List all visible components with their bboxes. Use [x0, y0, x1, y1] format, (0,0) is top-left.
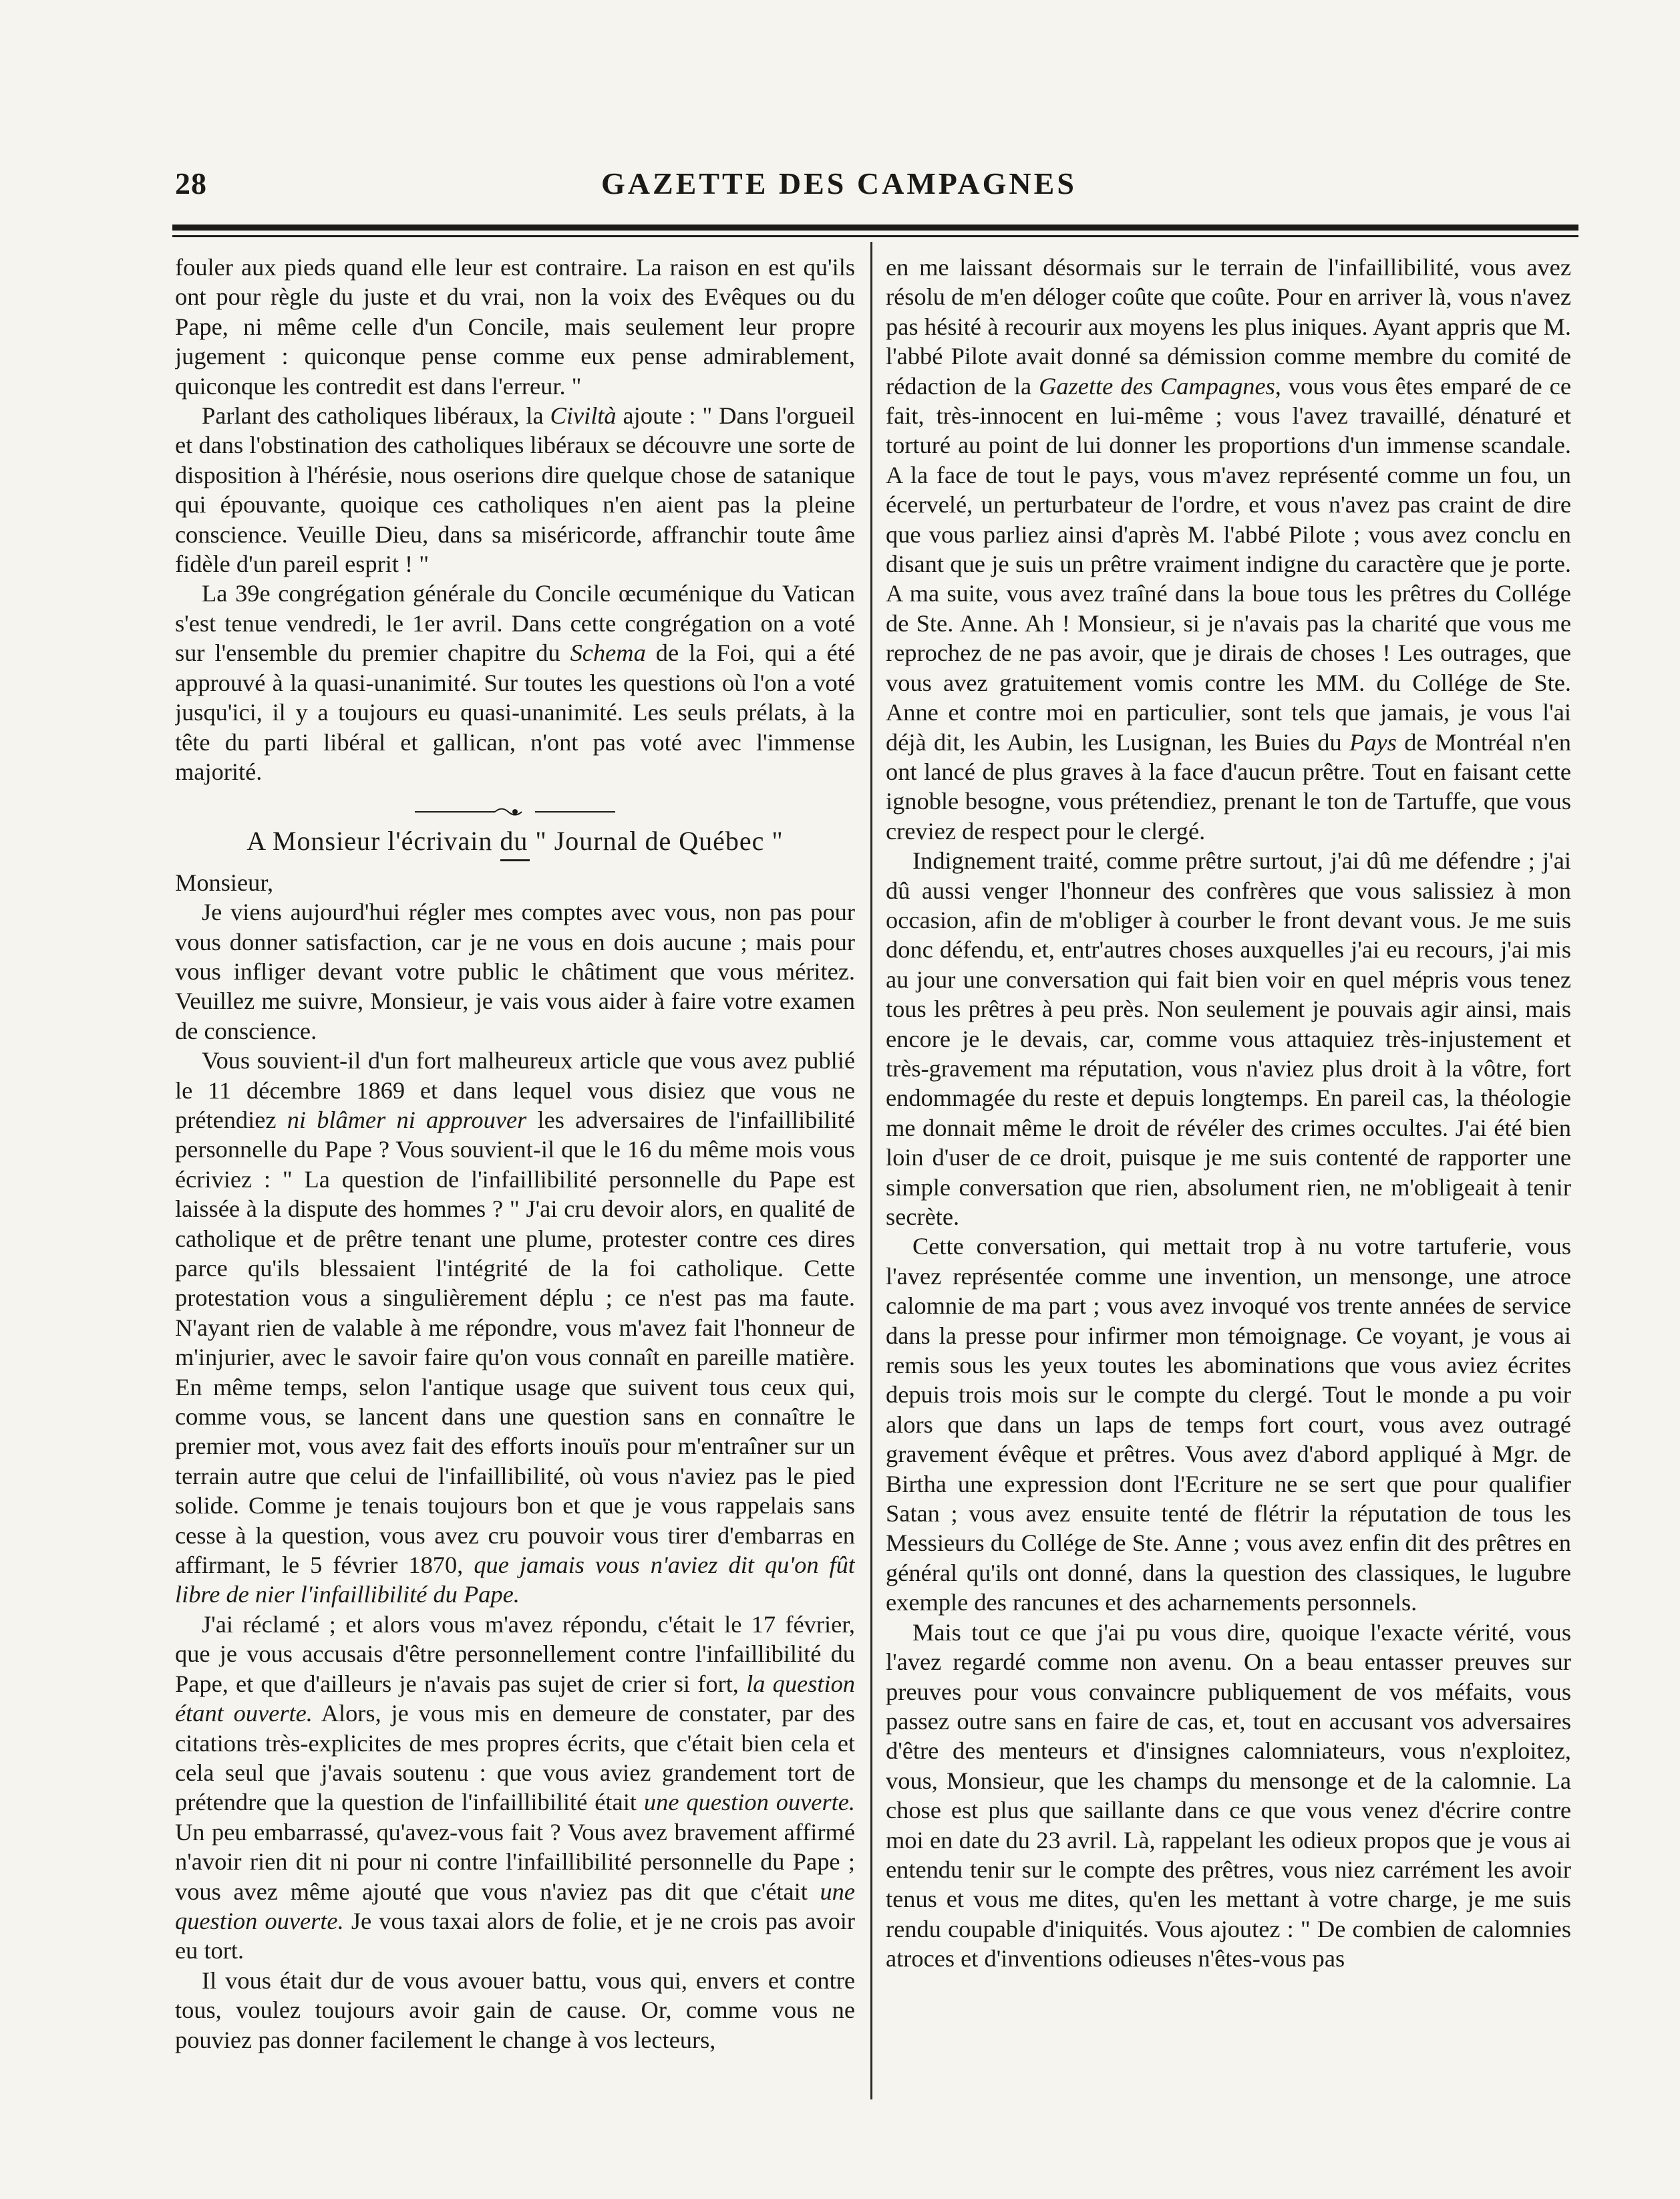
- header-rule-thin: [172, 235, 1578, 237]
- paragraph: Vous souvient-il d'un fort malheureux article que vous avez publié le 11 décembre 1869 et dans lequel vous disiez que vous ne prétendiez ni blâmer ni approuver les adversaires de l'infaillibilité personnelle du Pape ? Vous souvient-il que le 16 du même mois vous écriviez : " La question de l'infaillibilité personnelle du Pape est laissée à la dispute des hommes ? " J'ai cru devoir alors, en qualité de catholique et de prêtre tenant une plume, protester contre ces dires parce qu'ils blessaient l'intégrité de la foi catholique. Cette protestation vous a singulièrement déplu ; ce n'est pas ma faute. N'ayant rien de valable à me répondre, vous m'avez fait l'honneur de m'injurier, avec le savoir faire qu'on vous connaît en pareille matière. En même temps, selon l'antique usage que suivent tous ceux qui, comme vous, se lancent dans une question sans en connaître le premier mot, vous avez fait des efforts inouïs pour m'entraîner sur un terrain autre que celui de l'infaillibilité, où vous n'aviez pas le pied solide. Comme je tenais toujours bon et que je vous rappelais sans cesse à la question, vous avez cru pouvoir vous tirer d'embarras en affirmant, le 5 février 1870, que jamais vous n'aviez dit qu'on fût libre de nier l'infaillibilité du Pape.: [175, 1047, 855, 1608]
- column-divider: [870, 242, 872, 2099]
- paragraph: Il vous était dur de vous avouer battu, vous qui, envers et contre tous, voulez toujours avoir gain de cause. Or, comme vous ne pouviez pas donner facilement le change à vos lecteurs,: [175, 1966, 855, 2053]
- paragraph: Mais tout ce que j'ai pu vous dire, quoique l'exacte vérité, vous l'avez regardé comme non avenu. On a beau entasser preuves sur preuves pour vous convaincre publiquement de vos méfaits, vous passez outre sans en faire de cas, et, tout en accusant vos adversaires d'être des menteurs et d'insignes calomniateurs, vous n'exploitez, vous, Monsieur, que les champs du mensonge et de la calomnie. La chose est plus que saillante dans ce que vous venez d'écrire contre moi en date du 23 avril. Là, rappelant les odieux propos que je vous ai entendu tenir sur le compte des prêtres, vous niez carrément les avoir tenus et vous me dites, qu'en les mettant à votre charge, je me suis rendu coupable d'iniquités. Vous ajoutez : " De combien de calomnies atroces et d'inventions odieuses n'êtes-vous pas: [886, 1618, 1571, 1972]
- article-title: A Monsieur l'écrivain du " Journal de Québec ": [246, 826, 784, 857]
- salutation: Monsieur,: [175, 869, 274, 896]
- paragraph: Je viens aujourd'hui régler mes comptes avec vous, non pas pour vous donner satisfaction, car je ne vous en dois aucune ; mais pour vous infliger devant votre public le châtiment que vous méritez. Veuillez me suivre, Monsieur, je vais vous aider à faire votre examen de conscience.: [175, 899, 855, 1044]
- ornament-divider: [175, 804, 855, 820]
- title-rule: [500, 859, 530, 861]
- paragraph: La 39e congrégation générale du Concile œcuménique du Vatican s'est tenue vendredi, le 1er avril. Dans cette congrégation on a voté sur l'ensemble du premier chapitre du Schema de la Foi, qui a été approuvé à la quasi-unanimité. Sur toutes les questions où l'on a voté jusqu'ici, il y a toujours eu quasi-unanimité. Les seuls prélats, à la tête du parti libéral et gallican, n'ont pas voté avec l'immense majorité.: [175, 580, 855, 785]
- paragraph: en me laissant désormais sur le terrain de l'infaillibilité, vous avez résolu de m'en déloger coûte que coûte. Pour en arriver là, vous n'avez pas hésité à recourir aux moyens les plus iniques. Ayant appris que M. l'abbé Pilote avait donné sa démission comme membre du comité de rédaction de la Gazette des Campagnes, vous vous êtes emparé de ce fait, très-innocent en lui-même ; vous l'avez travaillé, dénaturé et torturé au point de lui donner les proportions d'un immense scandale. A la face de tout le pays, vous m'avez représenté comme un fou, un écervelé, un perturbateur de l'ordre, et vous n'avez pas craint de dire que vous parliez ainsi d'après M. l'abbé Pilote ; vous avez conclu en disant que je suis un prêtre vraiment indigne du caractère que je porte. A ma suite, vous avez traîné dans la boue tous les prêtres du Collége de Ste. Anne. Ah ! Monsieur, si je n'avais pas la charité que vous me reprochez de ne pas avoir, que je dirais de choses ! Les outrages, que vous avez gratuitement vomis contre les MM. du Collége de Ste. Anne et contre moi en particulier, sont tels que jamais, je vous l'ai déjà dit, les Aubin, les Lusignan, les Buies du Pays de Montréal n'en ont lancé de plus graves à la face d'aucun prêtre. Tout en faisant cette ignoble besogne, vous prétendiez, prenant le ton de Tartuffe, que vous creviez de respect pour le clergé.: [886, 254, 1571, 845]
- header-rule-thick: [172, 225, 1578, 231]
- left-column: [175, 253, 855, 2103]
- paragraph: Indignement traité, comme prêtre surtout, j'ai dû me défendre ; j'ai dû aussi venger l'honneur des confrères que vous salissiez à mon occasion, afin de m'obliger à courber le front devant vous. Je me suis donc défendu, et, entr'autres choses auxquelles j'ai eu recours, j'ai mis au jour une conversation qui fait bien voir en quel mépris vous tenez tous les prêtres à peu près. Non seulement je pouvais agir ainsi, mais encore je le devais, car, comme vous attaquiez très-injustement et très-gravement ma réputation, vous n'aviez plus droit à la vôtre, fort endommagée du reste et depuis longtemps. En pareil cas, la théologie me donnait même le droit de révéler des crimes occultes. J'ai été bien loin d'user de ce droit, puisque je me suis contenté de rapporter une simple conversation que rien, absolument rien, ne m'obligeait à tenir secrète.: [886, 847, 1571, 1230]
- right-column: [886, 253, 1571, 2103]
- paragraph: J'ai réclamé ; et alors vous m'avez répondu, c'était le 17 février, que je vous accusais d'être personnellement contre l'infaillibilité du Pape, et que d'ailleurs je n'avais pas sujet de crier si fort, la question étant ouverte. Alors, je vous mis en demeure de constater, par des citations très-explicites de mes propres écrits, que c'était bien cela et cela seul que j'avais soutenu : que vous aviez grandement tort de prétendre que la question de l'infaillibilité était une question ouverte. Un peu embarrassé, qu'avez-vous fait ? Vous avez bravement affirmé n'avoir rien dit ni pour ni contre l'infaillibilité personnelle du Pape ; vous avez même ajouté que vous n'aviez pas dit que c'était une question ouverte. Je vous taxai alors de folie, et je ne crois pas avoir eu tort.: [175, 1610, 855, 1964]
- paragraph: fouler aux pieds quand elle leur est contraire. La raison en est qu'ils ont pour règle du juste et du vrai, non la voix des Evêques ou du Pape, ni même celle d'un Concile, mais seulement leur propre jugement : quiconque pense comme eux pense admirablement, quiconque les contredit est dans l'erreur. ": [175, 254, 855, 400]
- page-number: 28: [175, 166, 207, 200]
- masthead-title: GAZETTE DES CAMPAGNES: [601, 166, 1077, 200]
- paragraph: Parlant des catholiques libéraux, la Civiltà ajoute : " Dans l'orgueil et dans l'obstination des catholiques libéraux se découvre une sorte de disposition à l'hérésie, nous oserions dire quelque chose de satanique qui épouvante, quoique ces catholiques n'en aient pas la pleine conscience. Veuille Dieu, dans sa miséricorde, affranchir toute âme fidèle d'un pareil esprit ! ": [175, 402, 855, 578]
- paragraph: Cette conversation, qui mettait trop à nu votre tartuferie, vous l'avez représentée comme une invention, un mensonge, une atroce calomnie de ma part ; vous avez invoqué vos trente années de service dans la presse pour infirmer mon témoignage. Ce voyant, je vous ai remis sous les yeux toutes les abominations que vous aviez écrites depuis trois mois sur le compte du clergé. Tout le monde a pu voir alors que dans un laps de temps fort court, vous avez outragé gravement évêque et prêtres. Vous avez d'abord appliqué à Mgr. de Birtha une expression dont l'Ecriture ne se sert que pour qualifier Satan ; vous avez ensuite tenté de flétrir la réputation de tous les Messieurs du Collége de Ste. Anne ; vous avez enfin dit des prêtres en général qu'ils ont donné, dans la question des classiques, le lugubre exemple des rancunes et des acharnements personnels.: [886, 1233, 1571, 1616]
